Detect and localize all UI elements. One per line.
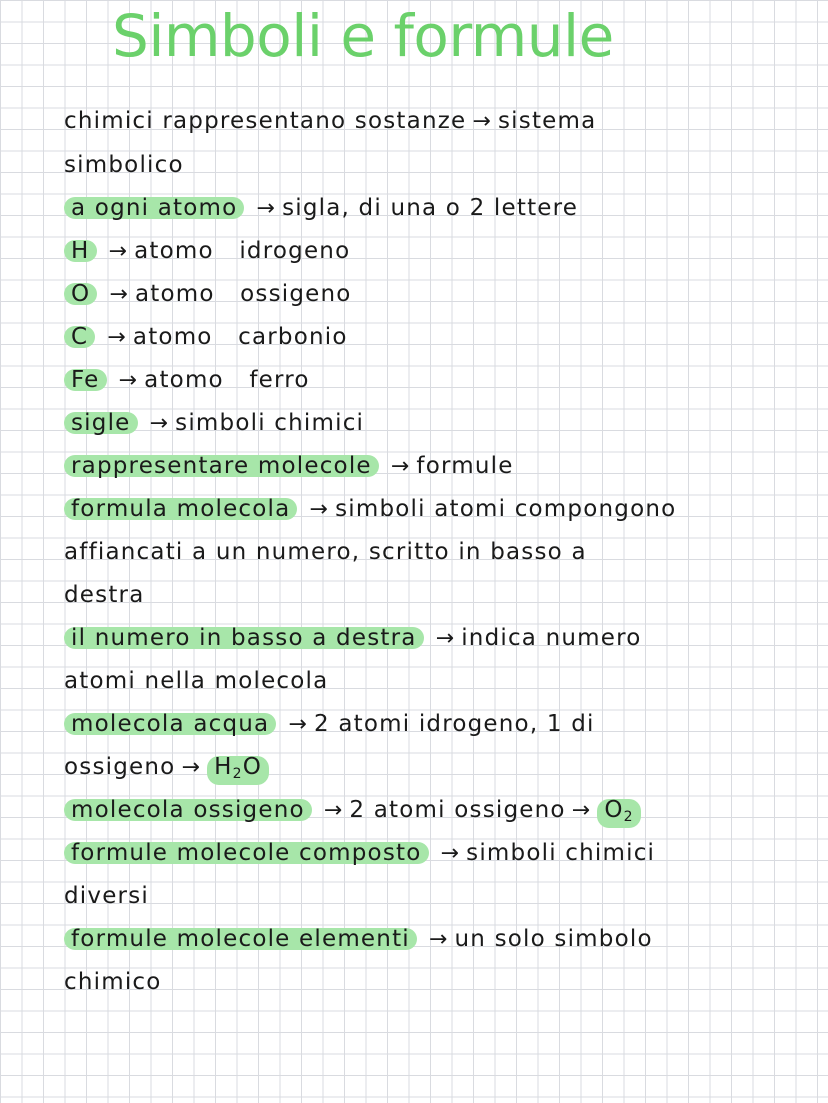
formula-element: O xyxy=(242,754,262,780)
note-text: sistema xyxy=(497,108,597,134)
note-line xyxy=(64,193,578,223)
note-text: chimico xyxy=(64,969,162,995)
arrow-icon: → xyxy=(107,325,127,350)
note-line xyxy=(64,408,364,438)
note-text: formule xyxy=(416,453,514,479)
note-text: simboli chimici xyxy=(175,410,365,436)
note-line xyxy=(64,322,348,352)
note-line xyxy=(64,924,653,954)
arrow-icon: → xyxy=(440,841,461,866)
note-line xyxy=(64,236,350,266)
arrow-icon: → xyxy=(309,497,330,522)
highlighted-term: molecola ossigeno xyxy=(64,799,312,821)
note-text: atomo carbonio xyxy=(132,324,348,350)
formula-subscript: 2 xyxy=(623,809,634,825)
note-text: atomo idrogeno xyxy=(134,238,351,264)
note-line xyxy=(64,666,328,696)
highlighted-symbol: C xyxy=(64,326,95,348)
note-line xyxy=(64,752,275,782)
note-text: atomo ferro xyxy=(144,367,310,393)
note-text: atomo ossigeno xyxy=(134,281,352,307)
note-text: chimici rappresentano sostanze xyxy=(64,108,467,134)
highlighted-term: a ogni atomo xyxy=(64,197,244,219)
note-text: 2 atomi ossigeno xyxy=(349,797,566,823)
note-line xyxy=(64,580,145,610)
formula-element: O xyxy=(604,797,624,823)
highlighted-term: molecola acqua xyxy=(64,713,276,735)
note-text: simboli chimici xyxy=(466,840,656,866)
arrow-icon: → xyxy=(390,454,411,479)
note-text: simboli atomi compongono xyxy=(335,496,677,522)
arrow-icon: → xyxy=(435,626,456,651)
note-text: destra xyxy=(64,582,145,608)
note-line xyxy=(64,365,310,395)
highlighted-term: formula molecola xyxy=(64,498,297,520)
note-line xyxy=(64,967,162,997)
arrow-icon: → xyxy=(108,239,129,264)
note-line xyxy=(64,451,514,481)
page-title: Simboli e formule xyxy=(112,2,614,70)
formula-subscript: 2 xyxy=(232,766,243,782)
note-text: atomi nella molecola xyxy=(64,668,329,694)
note-text: simbolico xyxy=(64,152,184,178)
note-line xyxy=(64,795,647,825)
note-text: un solo simbolo xyxy=(454,926,653,952)
arrow-icon: → xyxy=(149,411,170,436)
note-text: indica numero xyxy=(461,625,642,651)
highlighted-term: formule molecole elementi xyxy=(64,928,417,950)
highlighted-symbol: Fe xyxy=(64,369,107,391)
arrow-icon: → xyxy=(472,109,492,134)
formula-element: H xyxy=(214,754,233,780)
note-line xyxy=(64,106,596,136)
highlighted-term: sigle xyxy=(64,412,138,434)
note-line xyxy=(64,279,352,309)
highlighted-symbol: O xyxy=(64,283,97,305)
arrow-icon: → xyxy=(571,798,592,823)
arrow-icon: → xyxy=(288,712,308,737)
highlighted-symbol: H xyxy=(64,240,97,262)
note-line xyxy=(64,537,587,567)
highlighted-term: rappresentare molecole xyxy=(64,455,379,477)
highlighted-term: formule molecole composto xyxy=(64,842,429,864)
arrow-icon: → xyxy=(181,755,202,780)
note-line xyxy=(64,881,149,911)
highlighted-term: il numero in basso a destra xyxy=(64,627,424,649)
arrow-icon: → xyxy=(256,196,277,221)
note-line xyxy=(64,150,184,180)
note-text: ossigeno xyxy=(64,754,176,780)
formula-h2o xyxy=(207,756,269,785)
arrow-icon: → xyxy=(118,368,139,393)
note-text: diversi xyxy=(64,883,149,909)
note-line xyxy=(64,494,676,524)
arrow-icon: → xyxy=(323,798,344,823)
note-line xyxy=(64,838,655,868)
note-text: 2 atomi idrogeno, 1 di xyxy=(313,711,595,737)
arrow-icon: → xyxy=(109,282,129,307)
formula-o2 xyxy=(597,799,640,828)
arrow-icon: → xyxy=(428,927,449,952)
note-text: sigla, di una o 2 lettere xyxy=(282,195,579,221)
note-line xyxy=(64,709,595,739)
note-line xyxy=(64,623,642,653)
note-text: affiancati a un numero, scritto in basso a xyxy=(64,539,587,565)
